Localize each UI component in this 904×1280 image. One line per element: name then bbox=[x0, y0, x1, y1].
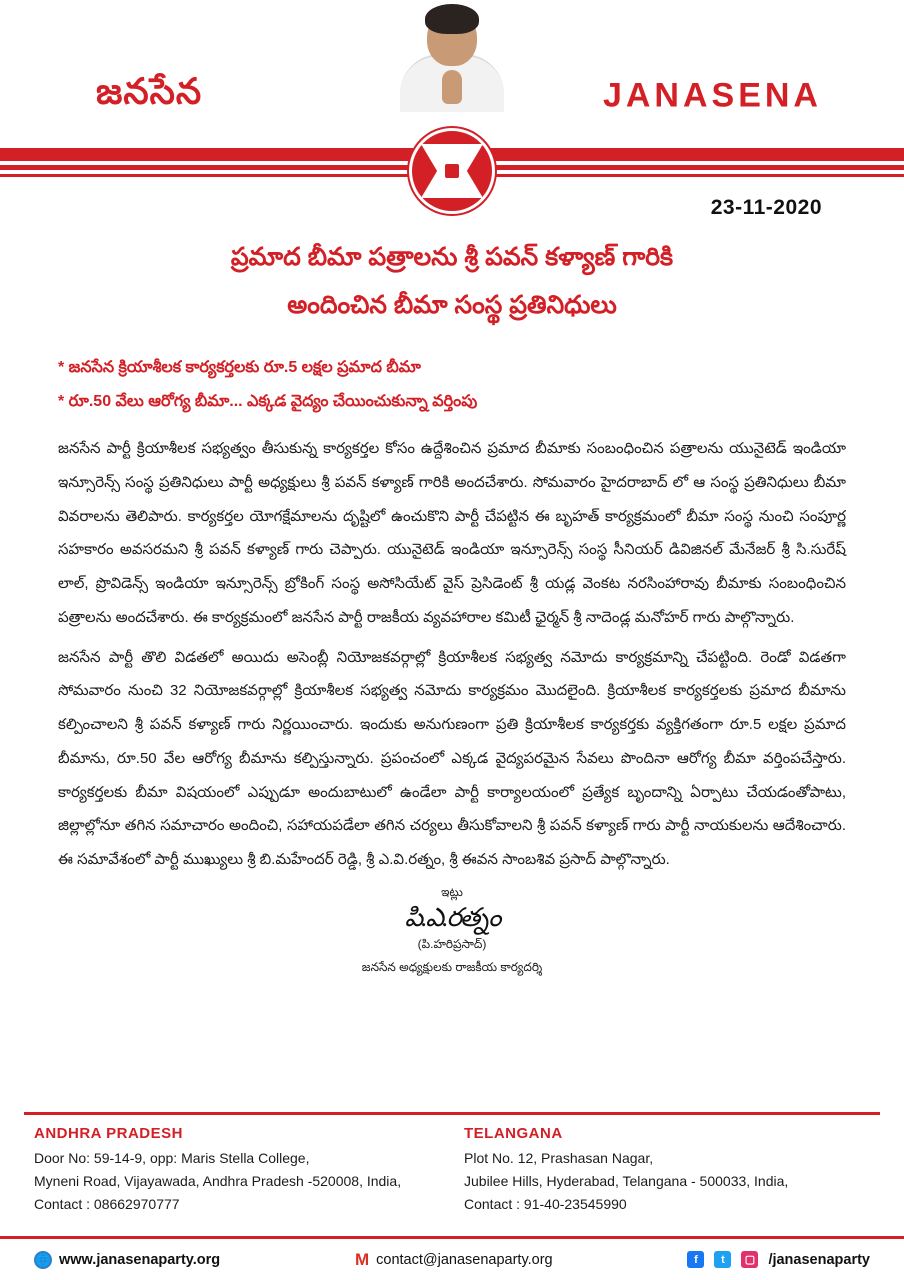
janasena-telugu-logo: జనసేన bbox=[96, 70, 203, 112]
office-telangana bbox=[464, 1125, 870, 1216]
office-addresses bbox=[0, 1115, 904, 1216]
website-link[interactable] bbox=[34, 1251, 220, 1269]
social-handle: /janasenaparty bbox=[768, 1251, 870, 1268]
footer-contact-bar bbox=[0, 1236, 904, 1280]
office-address-line: Door No: 59-14-9, opp: Maris Stella College, bbox=[34, 1150, 310, 1166]
mail-icon: M bbox=[354, 1249, 370, 1269]
signatory-role: జనసేన అధ్యక్షులకు రాజకీయ కార్యదర్శి bbox=[361, 959, 543, 974]
title-line-1: ప్రమాద బీమా పత్రాలను శ్రీ పవన్ కళ్యాణ్ గారికి bbox=[230, 243, 674, 271]
janasena-star-emblem-icon bbox=[409, 128, 495, 214]
title-line-2: అందించిన బీమా సంస్థ ప్రతినిధులు bbox=[287, 290, 617, 319]
bullet-item-1: * జనసేన క్రియాశీలక కార్యకర్తలకు రూ.5 లక్షల ప్రమాద బీమా bbox=[58, 359, 421, 376]
facebook-icon[interactable]: f bbox=[687, 1251, 704, 1268]
office-contact-line: Contact : 08662970777 bbox=[34, 1196, 180, 1213]
twitter-icon[interactable]: t bbox=[714, 1251, 731, 1268]
portrait-hands-shape bbox=[442, 70, 462, 104]
office-andhra-pradesh bbox=[34, 1125, 440, 1216]
office-address-line: Myneni Road, Vijayawada, Andhra Pradesh -520008, India, bbox=[34, 1173, 402, 1190]
email-address: contact@janasenaparty.org bbox=[376, 1251, 553, 1268]
office-address-line: Jubilee Hills, Hyderabad, Telangana - 500033, India, bbox=[464, 1173, 789, 1190]
globe-icon: 🌐 bbox=[35, 1252, 51, 1267]
email-link[interactable] bbox=[230, 1250, 677, 1270]
highlight-bullets bbox=[58, 351, 846, 418]
emblem-star bbox=[421, 140, 483, 202]
signature-salutation: ఇట్లు bbox=[441, 884, 463, 899]
bullet-item-2: * రూ.50 వేలు ఆరోగ్య బీమా... ఎక్కడ వైద్యం చేయించుకున్నా వర్తింపు bbox=[58, 392, 478, 410]
letterhead-footer bbox=[0, 1112, 904, 1280]
website-url: www.janasenaparty.org bbox=[59, 1251, 221, 1268]
body-paragraph-2: జనసేన పార్టీ తొలి విడతలో అయిదు అసెంబ్లీ నియోజకవర్గాల్లో క్రియాశీలక సభ్యత్వ నమోదు కార్యక్రమాన్ని చేపట్టింది. రెండో విడతగా సోమవారం నుంచి 32 నియోజకవర్గాల్లో క్రియాశీలక సభ్యత్వ నమోదు కార్యక్రమం మొదలైంది. క్రియాశీలక కార్యకర్తలకు ప్రమాద బీమాను కల్పించాలని శ్రీ పవన్ కళ్యాణ్ గారు నిర్ణయించారు. ఇందుకు అనుగుణంగా ప్రతి క్రియాశీలక కార్యకర్తకు వ్యక్తిగతంగా రూ.5 లక్షల ప్రమాద బీమాను, రూ.50 వేల ఆరోగ్య బీమాను కల్పిస్తున్నారు. ప్రపంచంలో ఎక్కడ వైద్యపరమైన సేవలు పొందినా ఆరోగ్య బీమా వర్తింపచేస్తారు. కార్యకర్తలకు బీమా విషయంలో ఎప్పుడూ అందుబాటులో ఉండేలా పార్టీ కార్యాలయంలో ప్రత్యేక బృందాన్ని ఏర్పాటు చేయడంతోపాటు, జిల్లాల్లోనూ తగిన సమాచారం అందించి, సహాయపడేలా తగిన చర్యలు తీసుకోవాలని శ్రీ పవన్ కళ్యాణ్ గారు పార్టీ నాయకులను ఆదేశించారు. ఈ సమావేశంలో పార్టీ ముఖ్యులు శ్రీ బి.మహేందర్ రెడ్డి, శ్రీ ఎ.వి.రత్నం, శ్రీ ఈవన సాంబశివ ప్రసాద్ పాల్గొన్నారు. bbox=[58, 648, 846, 869]
office-contact-line: Contact : 91-40-23545990 bbox=[464, 1196, 627, 1213]
office-address-line: Plot No. 12, Prashasan Nagar, bbox=[464, 1150, 654, 1166]
handwritten-signature: పి.ఎ.రత్నం bbox=[404, 902, 500, 932]
office-title: ANDHRA PRADESH bbox=[34, 1125, 183, 1142]
janasena-english-logo: JANASENA bbox=[602, 76, 822, 115]
body-paragraph-1: జనసేన పార్టీ క్రియాశీలక సభ్యత్వం తీసుకున్న కార్యకర్తల కోసం ఉద్దేశించిన ప్రమాద బీమాకు సంబంధించిన పత్రాలను యునైటెడ్ ఇండియా ఇన్సూరెన్స్ సంస్థ ప్రతినిధులు పార్టీ అధ్యక్షులు శ్రీ పవన్ కళ్యాణ్ గారికి అందచేశారు. సోమవారం హైదరాబాద్ లో ఆ సంస్థ ప్రతినిధులు బీమా వివరాలను తెలిపారు. కార్యకర్తల యోగక్షేమాలను దృష్టిలో ఉంచుకొని పార్టీ చేపట్టిన ఈ బృహత్ కార్యక్రమంలో బీమా సంస్థ నుంచి సంపూర్ణ సహకారం అవసరమని శ్రీ పవన్ కళ్యాణ్ గారు చెప్పారు. యునైటెడ్ ఇండియా ఇన్సూరెన్స్ సంస్థ సీనియర్ డివిజినల్ మేనేజర్ శ్రీ సి.సురేష్ లాల్, ప్రొవిడెన్స్ ఇండియా ఇన్సూరెన్స్ బ్రోకింగ్ సంస్థ అసోసియేట్ వైస్ ప్రెసిడెంట్ శ్రీ యడ్ల వెంకట నరసింహారావు బీమాకు సంబంధించిన పత్రాలను అందచేశారు. ఈ కార్యక్రమంలో జనసేన పార్టీ రాజకీయ వ్యవహారాల కమిటీ ఛైర్మన్ శ్రీ నాదెండ్ల మనోహర్ గారు పాల్గొన్నారు. bbox=[58, 440, 846, 626]
page-title bbox=[0, 234, 904, 329]
signature-block bbox=[0, 885, 904, 977]
instagram-icon[interactable]: ▢ bbox=[741, 1251, 758, 1268]
office-title: TELANGANA bbox=[464, 1125, 563, 1142]
release-date: 23-11-2020 bbox=[710, 196, 822, 219]
letterhead-header bbox=[0, 0, 904, 148]
portrait-hair-shape bbox=[425, 4, 479, 34]
press-release-body bbox=[58, 432, 846, 877]
star-center-dot bbox=[445, 164, 459, 178]
leader-portrait-image bbox=[397, 0, 507, 112]
signatory-name: (పి.హరిప్రసాద్) bbox=[417, 936, 487, 951]
social-links[interactable] bbox=[687, 1251, 870, 1268]
